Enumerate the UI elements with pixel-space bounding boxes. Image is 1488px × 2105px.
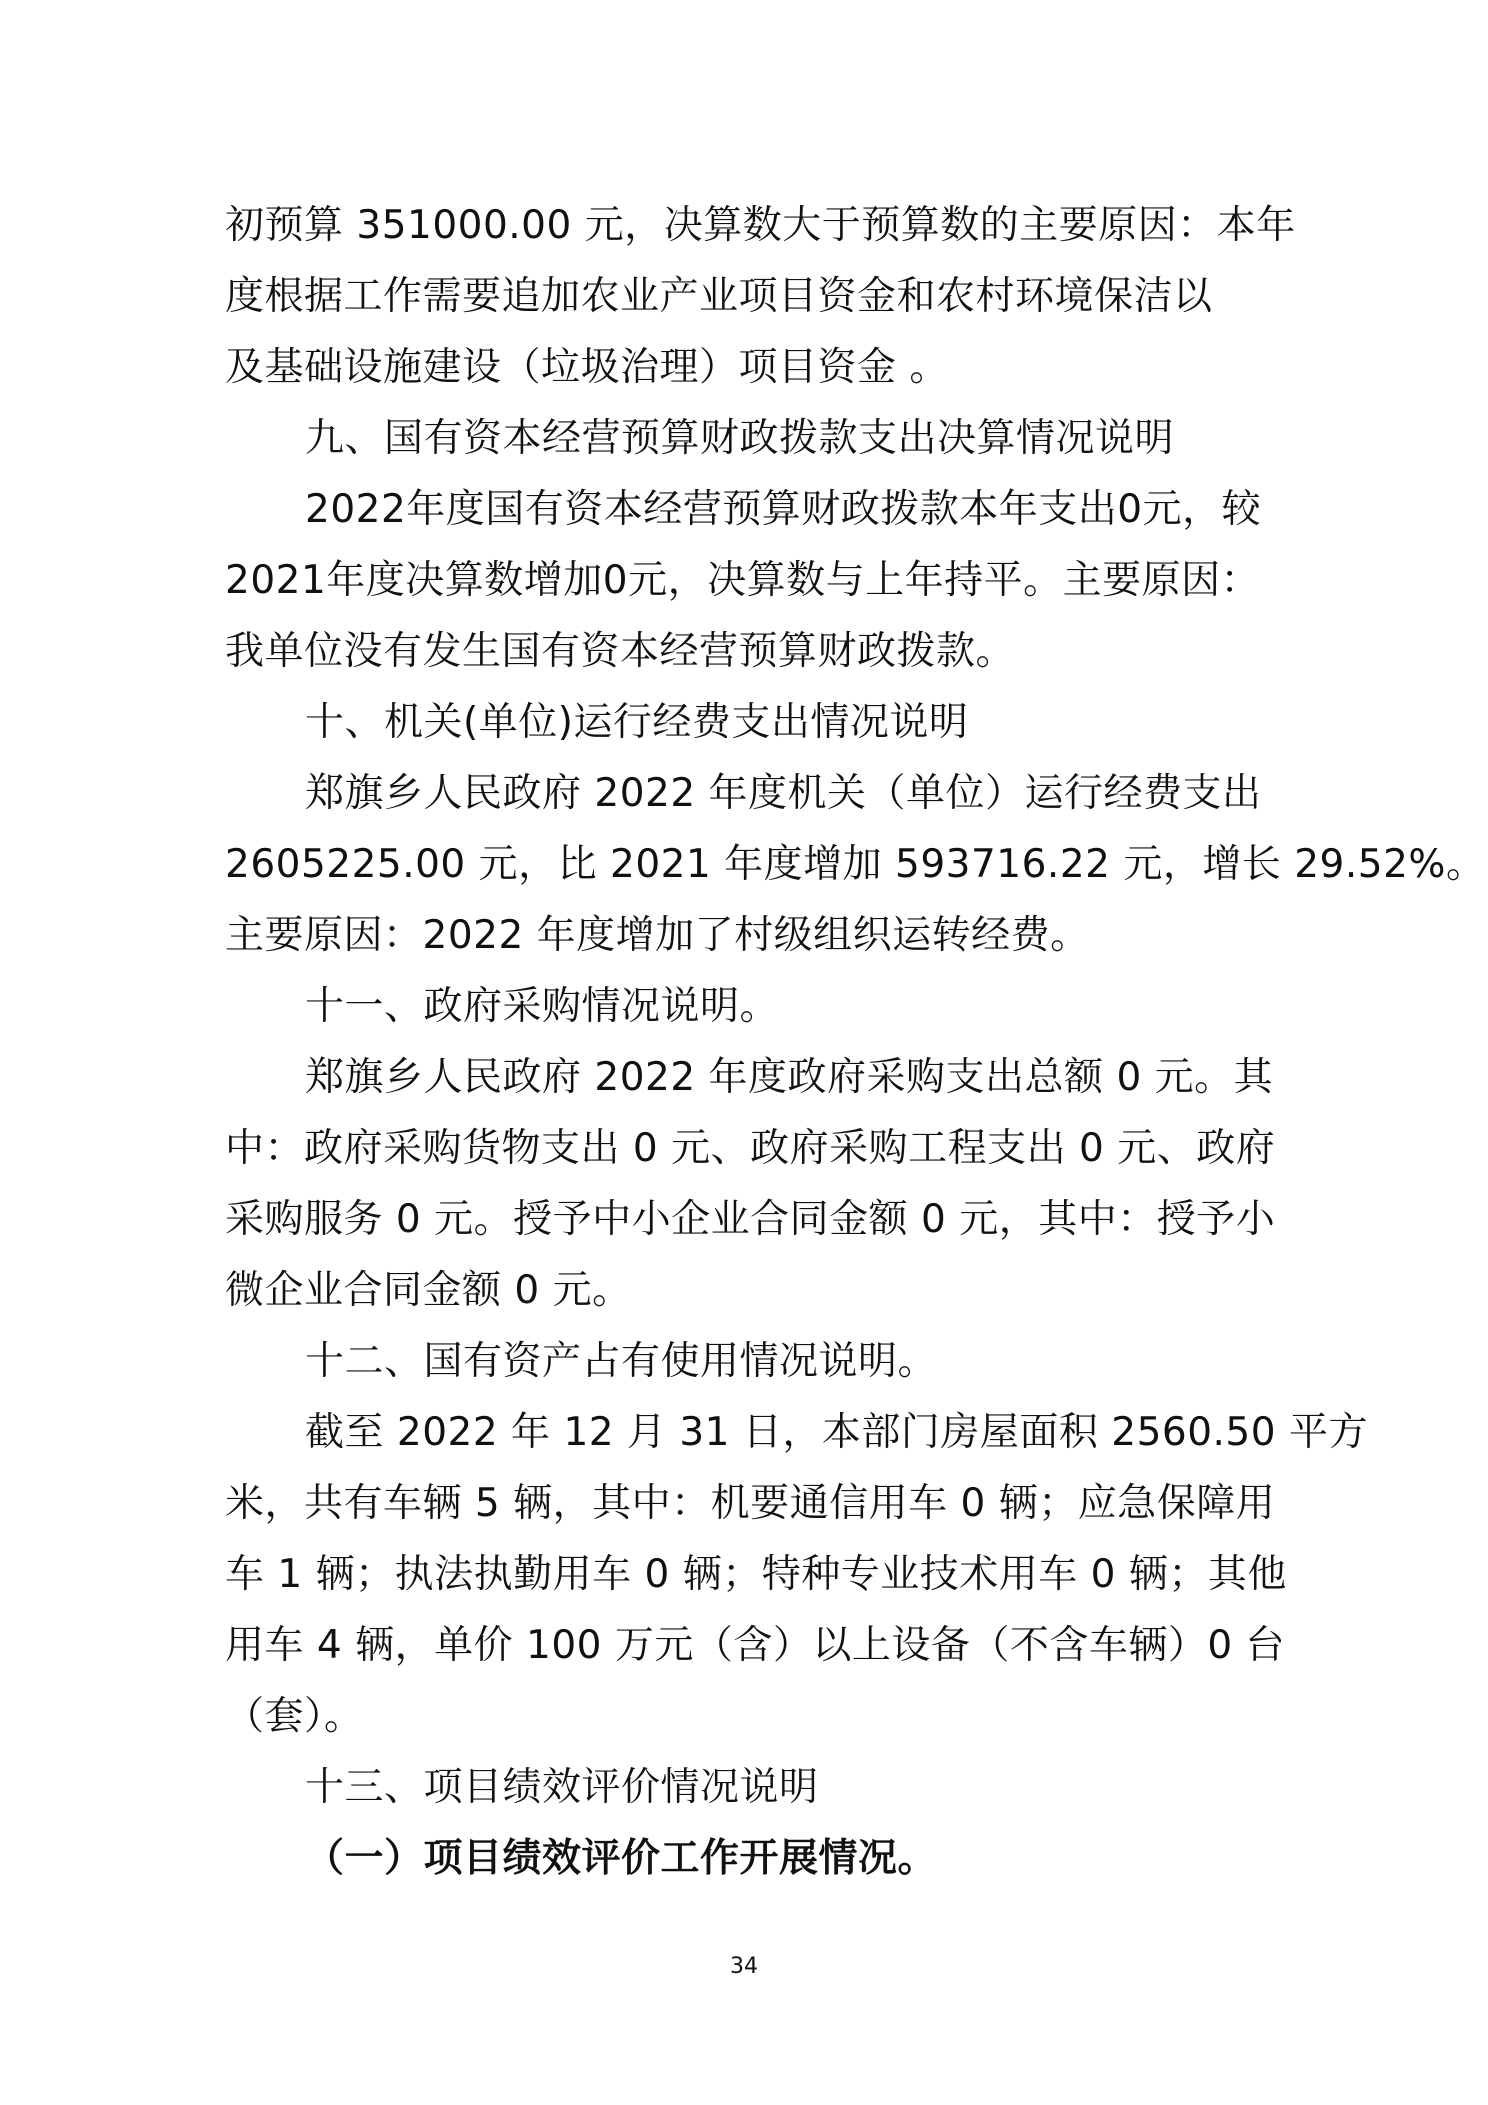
section-heading-12: 十二、国有资产占有使用情况说明。 bbox=[305, 1339, 938, 1384]
section-heading-9: 九、国有资本经营预算财政拨款支出决算情况说明 bbox=[305, 416, 1175, 461]
body-line: 车 1 辆；执法执勤用车 0 辆；特种专业技术用车 0 辆；其他 bbox=[225, 1552, 1287, 1597]
body-line: 中：政府采购货物支出 0 元、政府采购工程支出 0 元、政府 bbox=[225, 1126, 1276, 1171]
body-line: 及基础设施建设（垃圾治理）项目资金 。 bbox=[225, 345, 949, 390]
body-line: 截至 2022 年 12 月 31 日，本部门房屋面积 2560.50 平方 bbox=[305, 1410, 1368, 1455]
section-heading-11: 十一、政府采购情况说明。 bbox=[305, 984, 780, 1029]
body-line: 2022年度国有资本经营预算财政拨款本年支出0元，较 bbox=[305, 487, 1262, 532]
body-line: 郑旗乡人民政府 2022 年度政府采购支出总额 0 元。其 bbox=[305, 1055, 1274, 1100]
body-line: 郑旗乡人民政府 2022 年度机关（单位）运行经费支出 bbox=[305, 771, 1262, 816]
body-line: 2605225.00 元，比 2021 年度增加 593716.22 元，增长 29.52%。 bbox=[225, 842, 1486, 887]
body-line: 用车 4 辆，单价 100 万元（含）以上设备（不含车辆）0 台 bbox=[225, 1623, 1286, 1668]
section-heading-10: 十、机关(单位)运行经费支出情况说明 bbox=[305, 700, 969, 745]
body-line: 微企业合同金额 0 元。 bbox=[225, 1268, 632, 1313]
body-line: 初预算 351000.00 元，决算数大于预算数的主要原因：本年 bbox=[225, 203, 1296, 248]
page-number: 34 bbox=[730, 1954, 758, 1979]
body-line: 米，共有车辆 5 辆，其中：机要通信用车 0 辆；应急保障用 bbox=[225, 1481, 1276, 1526]
section-heading-13: 十三、项目绩效评价情况说明 bbox=[305, 1765, 819, 1810]
body-line: 我单位没有发生国有资本经营预算财政拨款。 bbox=[225, 629, 1016, 674]
document-body bbox=[225, 190, 1486, 1894]
body-line: 度根据工作需要追加农业产业项目资金和农村环境保洁以 bbox=[225, 274, 1213, 319]
subsection-heading: （一）项目绩效评价工作开展情况。 bbox=[305, 1836, 938, 1881]
body-line: （套）。 bbox=[225, 1694, 364, 1739]
body-line: 主要原因：2022 年度增加了村级组织运转经费。 bbox=[225, 913, 1090, 958]
body-line: 采购服务 0 元。授予中小企业合同金额 0 元，其中：授予小 bbox=[225, 1197, 1276, 1242]
body-line: 2021年度决算数增加0元，决算数与上年持平。主要原因： bbox=[225, 558, 1261, 603]
